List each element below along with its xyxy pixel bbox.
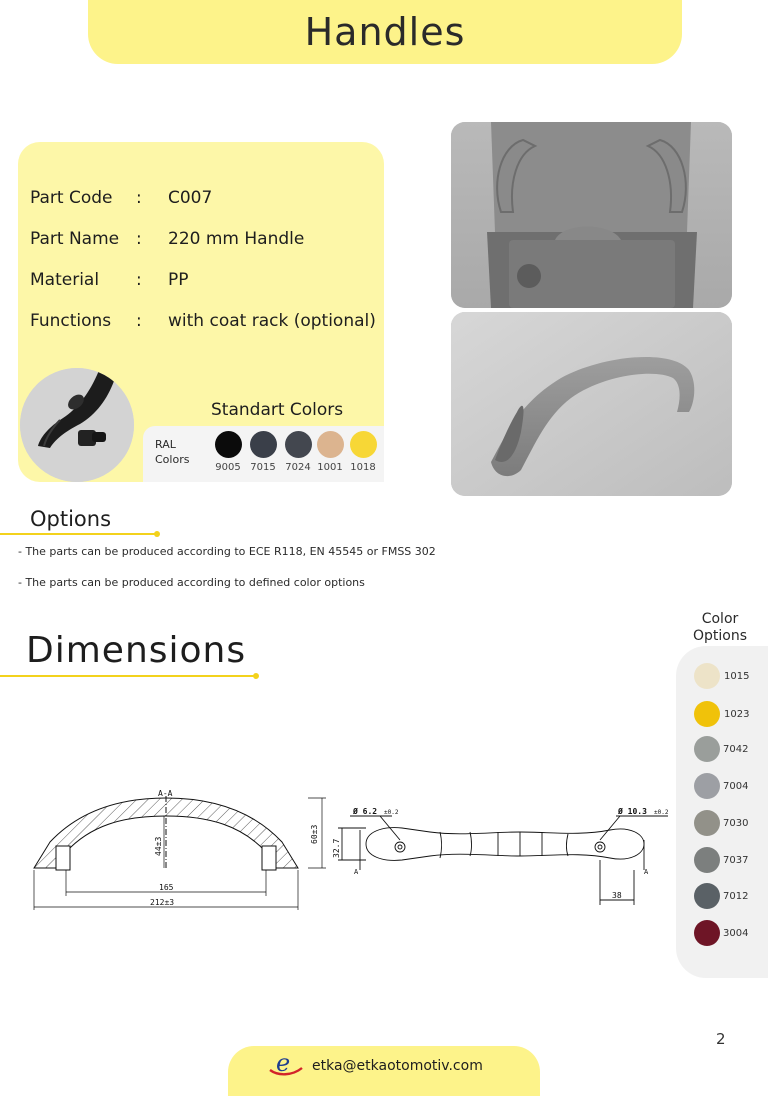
options-underline-dot <box>154 531 160 537</box>
spec-label: Part Code <box>30 188 113 208</box>
spec-colon: : <box>136 311 142 331</box>
section-mark-right: A <box>644 868 649 876</box>
color-option-swatch <box>694 773 720 799</box>
swatch-code: 9005 <box>215 462 241 473</box>
spec-value: C007 <box>168 188 213 208</box>
ral-label-line1: RAL <box>155 438 176 451</box>
ral-colors-label <box>155 437 205 467</box>
swatch-code: 1001 <box>317 462 343 473</box>
color-option-swatch <box>694 663 720 689</box>
dim-side-height: 32.7 <box>332 838 341 858</box>
handle-side-photo <box>451 312 732 496</box>
dim-hole-large: Ø 10.3 <box>618 807 647 816</box>
spec-value: with coat rack (optional) <box>168 311 376 331</box>
color-options-title-line2: Options <box>692 628 748 644</box>
option-line: - The parts can be produced according to ECE R118, EN 45545 or FMSS 302 <box>18 545 436 558</box>
etka-logo-icon <box>268 1050 304 1080</box>
section-mark-left: A <box>354 868 359 876</box>
standard-swatch-1018 <box>350 431 377 458</box>
swatch-circle <box>317 431 344 458</box>
option-line: - The parts can be produced according to defined color options <box>18 576 365 589</box>
page-number: 2 <box>716 1030 726 1048</box>
spec-colon: : <box>136 229 142 249</box>
section-label-a-a: A-A <box>158 789 173 798</box>
handle-side-drawing <box>451 312 732 496</box>
color-option-swatch <box>694 736 720 762</box>
swatch-circle <box>215 431 242 458</box>
color-option-swatch <box>694 883 720 909</box>
standard-swatch-9005 <box>215 431 242 458</box>
page-title: Handles <box>304 10 466 54</box>
swatch-code: 7024 <box>285 462 311 473</box>
black-handle-thumbnail <box>20 368 134 482</box>
dim-inner-height: 44±3 <box>154 836 163 856</box>
color-option-code: 7012 <box>723 891 749 902</box>
standard-colors-title: Standart Colors <box>211 400 344 420</box>
spec-label: Functions <box>30 311 112 331</box>
options-underline <box>0 533 156 535</box>
spec-label: Material <box>30 270 100 290</box>
swatch-circle <box>285 431 312 458</box>
dimensions-underline <box>0 675 256 677</box>
color-options-title <box>680 611 760 645</box>
color-option-swatch <box>694 701 720 727</box>
options-title: Options <box>30 507 112 531</box>
swatch-circle <box>250 431 277 458</box>
color-options-panel <box>676 646 768 978</box>
color-options-title-line1: Color <box>701 611 739 627</box>
standard-swatch-7024 <box>285 431 312 458</box>
title-banner <box>88 0 682 64</box>
swatch-code: 7015 <box>250 462 276 473</box>
color-option-code: 7042 <box>723 744 749 755</box>
color-option-code: 3004 <box>723 928 749 939</box>
standard-swatch-1001 <box>317 431 344 458</box>
handles-mounted-drawing <box>451 122 732 308</box>
color-option-code: 1015 <box>724 671 750 682</box>
contact-email-link[interactable]: etka@etkaotomotiv.com <box>312 1058 483 1074</box>
color-option-code: 1023 <box>724 709 750 720</box>
spec-label: Part Name <box>30 229 120 249</box>
color-option-code: 7037 <box>723 855 749 866</box>
dim-outer-height: 60±3 <box>310 824 319 844</box>
spec-colon: : <box>136 188 142 208</box>
handles-mounted-photo <box>451 122 732 308</box>
standard-swatch-7015 <box>250 431 277 458</box>
logo-letter: e <box>276 1050 291 1077</box>
color-option-swatch <box>694 810 720 836</box>
dim-end-offset: 38 <box>612 891 622 900</box>
dim-outer-span: 212±3 <box>150 898 175 907</box>
dim-hole-small-tol: ±0.2 <box>384 809 399 816</box>
dim-hole-small: Ø 6.2 <box>353 807 378 816</box>
spec-value: PP <box>168 270 189 290</box>
color-option-swatch <box>694 920 720 946</box>
dim-hole-large-tol: ±0.2 <box>654 809 669 816</box>
dim-inner-span: 165 <box>159 883 174 892</box>
color-option-swatch <box>694 847 720 873</box>
swatch-code: 1018 <box>350 462 376 473</box>
cross-section-view <box>34 796 298 870</box>
swatch-circle <box>350 431 377 458</box>
spec-colon: : <box>136 270 142 290</box>
technical-drawing <box>20 780 670 915</box>
dimensions-title: Dimensions <box>26 630 247 671</box>
color-option-code: 7004 <box>723 781 749 792</box>
ral-label-line2: Colors <box>155 453 190 466</box>
black-handle-drawing <box>20 368 134 482</box>
dimensions-underline-dot <box>253 673 259 679</box>
color-option-code: 7030 <box>723 818 749 829</box>
spec-value: 220 mm Handle <box>168 229 305 249</box>
